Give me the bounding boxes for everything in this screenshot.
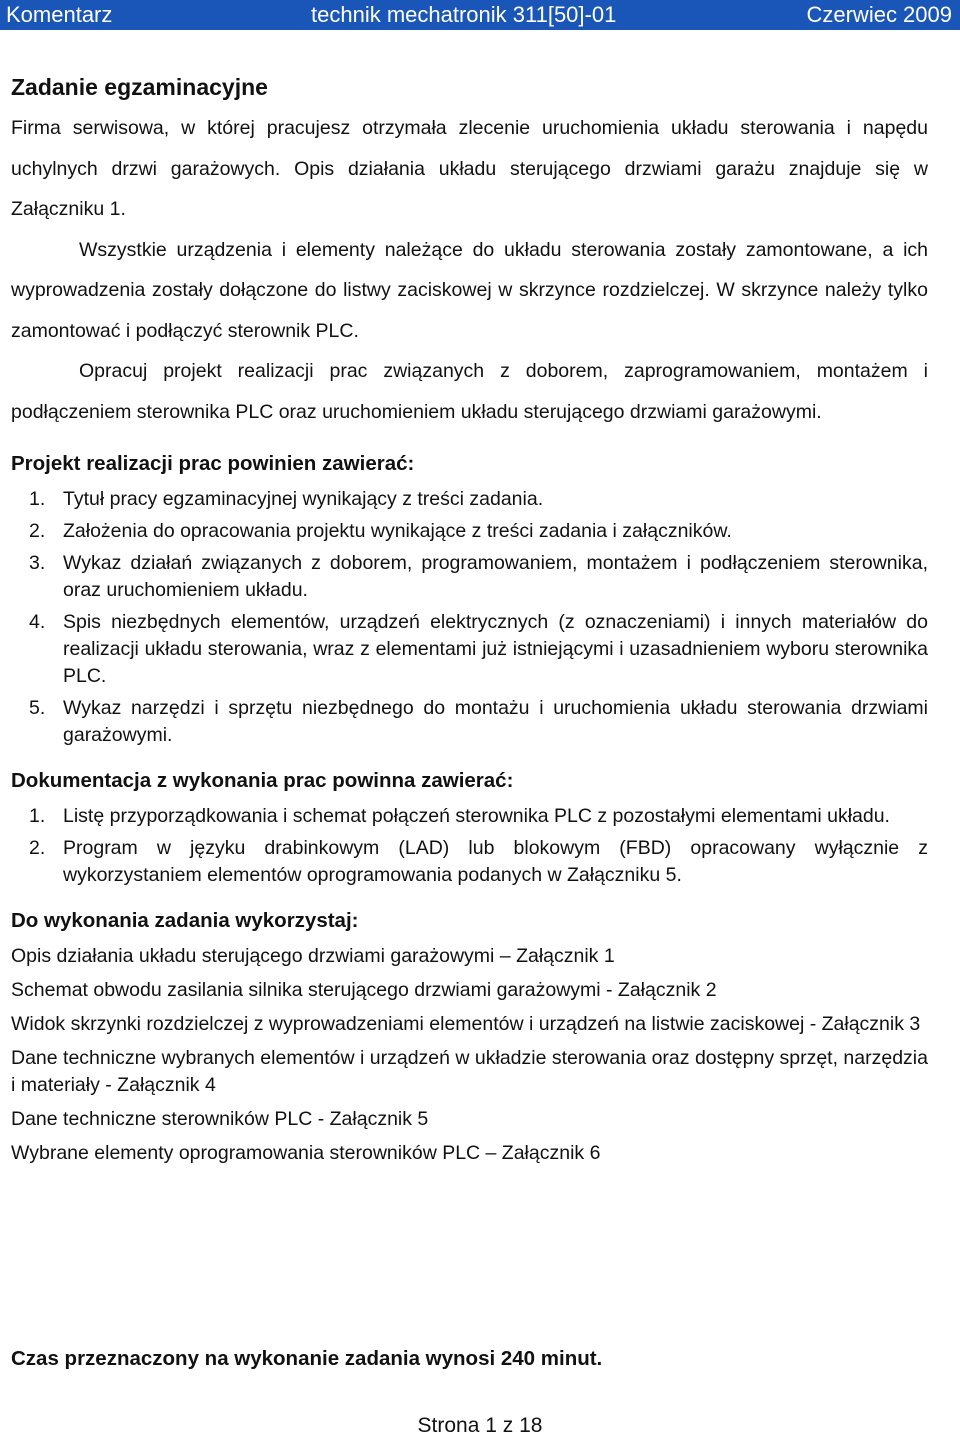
- list-text: Założenia do opracowania projektu wynikające z treści zadania i załączników.: [63, 520, 732, 542]
- list-text: Wykaz narzędzi i sprzętu niezbędnego do montażu i uruchomienia układu sterowania drzwiami garażowymi.: [63, 697, 928, 746]
- resource-item: Schemat obwodu zasilania silnika sterującego drzwiami garażowymi - Załącznik 2: [11, 979, 717, 1001]
- list-item: [11, 609, 928, 690]
- task-paragraph: Wszystkie urządzenia i elementy należące do układu sterowania zostały zamontowane, a ich wyprowadzenia zostały dołączone do listwy zaciskowej w skrzynce rozdzielczej. W skrzynce należy tylko zamontować i podłączyć sterownik PLC.: [11, 238, 928, 342]
- project-list: [11, 486, 928, 749]
- documentation-list: [11, 803, 928, 889]
- list-number: 2.: [29, 837, 46, 859]
- resource-item: Opis działania układu sterującego drzwiami garażowymi – Załącznik 1: [11, 945, 615, 967]
- list-item: [11, 518, 928, 545]
- list-item: [11, 550, 928, 604]
- list-text: Spis niezbędnych elementów, urządzeń elektrycznych (z oznaczeniami) i innych materiałów do realizacji układu sterowania, wraz z elementami już istniejącymi i uzasadnieniem wyboru sterownika PLC.: [63, 611, 928, 687]
- task-paragraph: Firma serwisowa, w której pracujesz otrzymała zlecenie uruchomienia układu sterowania i napędu uchylnych drzwi garażowych. Opis działania układu sterującego drzwiami garażu znajduje się w Załączniku 1.: [11, 117, 928, 220]
- documentation-heading: Dokumentacja z wykonania prac powinna zawierać:: [11, 769, 514, 792]
- list-item: [11, 835, 928, 889]
- list-text: Tytuł pracy egzaminacyjnej wynikający z treści zadania.: [63, 488, 544, 510]
- header-right: Czerwiec 2009: [806, 2, 952, 27]
- task-title: Zadanie egzaminacyjne: [11, 74, 268, 100]
- list-number: 1.: [29, 805, 46, 827]
- resource-item: Wybrane elementy oprogramowania sterowników PLC – Załącznik 6: [11, 1142, 601, 1164]
- time-note: Czas przeznaczony na wykonanie zadania wynosi 240 minut.: [11, 1347, 603, 1370]
- page-number: Strona 1 z 18: [417, 1414, 543, 1437]
- page-header: [0, 0, 960, 30]
- document-body: [11, 62, 928, 1174]
- list-item: [11, 695, 928, 749]
- header-center: technik mechatronik 311[50]-01: [311, 2, 617, 27]
- list-number: 4.: [29, 611, 46, 633]
- resources-heading: Do wykonania zadania wykorzystaj:: [11, 909, 359, 932]
- header-left: Komentarz: [6, 2, 113, 27]
- list-text: Program w języku drabinkowym (LAD) lub blokowym (FBD) opracowany wyłącznie z wykorzystaniem elementów oprogramowania podanych w Załączniku 5.: [63, 837, 928, 886]
- task-paragraph: Opracuj projekt realizacji prac związanych z doborem, zaprogramowaniem, montażem i podłączeniem sterownika PLC oraz uruchomieniem układu sterującego drzwiami garażowymi.: [11, 360, 928, 423]
- resource-item: Dane techniczne sterowników PLC - Załącznik 5: [11, 1108, 429, 1130]
- resource-item: Widok skrzynki rozdzielczej z wyprowadzeniami elementów i urządzeń na listwie zaciskowej - Załącznik 3: [11, 1013, 921, 1035]
- list-number: 2.: [29, 520, 46, 542]
- list-item: [11, 486, 928, 513]
- list-number: 3.: [29, 552, 46, 574]
- resource-item: Dane techniczne wybranych elementów i urządzeń w układzie sterowania oraz dostępny sprzęt, narzędzia i materiały - Załącznik 4: [11, 1047, 928, 1096]
- list-number: 5.: [29, 697, 46, 719]
- list-item: [11, 803, 928, 830]
- list-text: Listę przyporządkowania i schemat połączeń sterownika PLC z pozostałymi elementami układu.: [63, 805, 890, 827]
- list-text: Wykaz działań związanych z doborem, programowaniem, montażem i podłączeniem sterownika, oraz uruchomieniem układu.: [63, 552, 928, 601]
- project-heading: Projekt realizacji prac powinien zawierać:: [11, 452, 415, 475]
- list-number: 1.: [29, 488, 46, 510]
